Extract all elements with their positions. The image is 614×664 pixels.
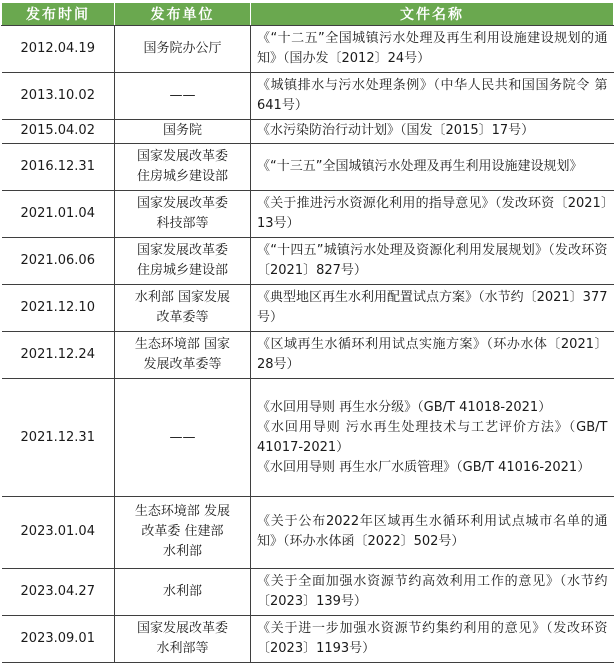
cell-issuer (115, 496, 251, 568)
issuer-line: 生态环境部 国家 (134, 337, 231, 353)
document-title: 《典型地区再生水利用配置试点方案》（水节约〔2021〕377号） (257, 290, 608, 326)
table-row (2, 120, 614, 144)
header-issuer: 发布单位 (115, 3, 251, 26)
issuer-line: 水利部等 (156, 640, 209, 656)
cell-document-name (251, 332, 614, 379)
cell-release-date: 2012.04.19 (2, 26, 115, 73)
table-row (2, 143, 614, 190)
cell-issuer (115, 615, 251, 662)
document-title: 《水回用导则 污水再生处理技术与工艺评价方法》（GB/T 41017-2021） (257, 419, 608, 455)
document-title: 《区域再生水循环利用试点实施方案》（环办水体〔2021〕28号） (257, 337, 608, 373)
cell-issuer (115, 379, 251, 497)
issuer-line: 改革委 住建部 (141, 524, 224, 540)
cell-release-date: 2021.12.31 (2, 379, 115, 497)
cell-issuer (115, 568, 251, 615)
issuer-line: —— (169, 429, 196, 445)
issuer-line: 水利部 国家发展 (134, 290, 231, 306)
document-title: 《关于全面加强水资源节约高效利用工作的意见》（水节约〔2023〕139号） (257, 573, 608, 609)
table-header (2, 3, 614, 26)
cell-issuer (115, 332, 251, 379)
policy-table (1, 2, 614, 663)
cell-release-date: 2015.04.02 (2, 120, 115, 144)
cell-issuer (115, 120, 251, 144)
cell-release-date: 2013.10.02 (2, 73, 115, 120)
cell-issuer (115, 190, 251, 237)
document-title: 《关于公布2022年区域再生水循环利用试点城市名单的通知》（环办水体函〔2022〕502号） (257, 514, 608, 550)
issuer-line: 国务院办公厅 (143, 41, 222, 57)
cell-document-name (251, 26, 614, 73)
table-row (2, 615, 614, 662)
cell-document-name (251, 190, 614, 237)
cell-issuer (115, 237, 251, 284)
cell-document-name (251, 120, 614, 144)
cell-release-date: 2021.12.24 (2, 332, 115, 379)
table-row (2, 237, 614, 284)
issuer-line: 水利部 (162, 544, 202, 560)
document-title: 《“十四五”城镇污水处理及资源化利用发展规划》（发改环资〔2021〕827号） (257, 242, 608, 278)
cell-issuer (115, 73, 251, 120)
table-row (2, 26, 614, 73)
table-row (2, 496, 614, 568)
issuer-line: 住房城乡建设部 (136, 262, 228, 278)
issuer-line: 国家发展改革委 (136, 148, 228, 164)
document-title: 《“十三五”全国城镇污水处理及再生利用设施建设规划》 (257, 158, 583, 174)
issuer-line: —— (169, 88, 196, 104)
cell-release-date: 2023.01.04 (2, 496, 115, 568)
cell-release-date: 2023.09.01 (2, 615, 115, 662)
issuer-line: 国家发展改革委 (136, 242, 228, 258)
table-row (2, 285, 614, 332)
header-row (2, 3, 614, 26)
table-row (2, 332, 614, 379)
issuer-line: 水利部 (162, 583, 202, 599)
table-body (2, 26, 614, 663)
document-title: 《水回用导则 再生水厂水质管理》（GB/T 41016-2021） (257, 459, 591, 475)
issuer-line: 改革委等 (156, 310, 209, 326)
cell-issuer (115, 143, 251, 190)
document-title: 《水回用导则 再生水分级》（GB/T 41018-2021） (257, 399, 552, 415)
table-row (2, 190, 614, 237)
cell-document-name (251, 285, 614, 332)
cell-document-name (251, 496, 614, 568)
cell-release-date: 2021.06.06 (2, 237, 115, 284)
issuer-line: 国家发展改革委 (136, 195, 228, 211)
table-row (2, 379, 614, 497)
issuer-line: 住房城乡建设部 (136, 168, 228, 184)
table-row (2, 73, 614, 120)
header-document-name: 文件名称 (251, 3, 614, 26)
cell-document-name (251, 615, 614, 662)
cell-document-name (251, 568, 614, 615)
document-title: 《关于进一步加强水资源节约集约利用的意见》（发改环资〔2023〕1193号） (257, 620, 608, 656)
cell-release-date: 2023.04.27 (2, 568, 115, 615)
document-title: 《城镇排水与污水处理条例》（中华人民共和国国务院令 第641号） (257, 78, 608, 114)
cell-document-name (251, 143, 614, 190)
header-release-date: 发布时间 (2, 3, 115, 26)
cell-release-date: 2016.12.31 (2, 143, 115, 190)
document-title: 《水污染防治行动计划》（国发〔2015〕17号） (257, 123, 535, 139)
cell-document-name (251, 73, 614, 120)
cell-release-date: 2021.12.10 (2, 285, 115, 332)
document-title: 《关于推进污水资源化利用的指导意见》（发改环资〔2021〕13号） (257, 195, 608, 231)
issuer-line: 生态环境部 发展 (134, 504, 231, 520)
cell-document-name (251, 379, 614, 497)
issuer-line: 发展改革委等 (143, 357, 222, 373)
issuer-line: 国家发展改革委 (136, 620, 228, 636)
table-row (2, 568, 614, 615)
issuer-line: 科技部等 (156, 215, 209, 231)
document-title: 《“十二五”全国城镇污水处理及再生利用设施建设规划的通知》（国办发〔2012〕24号） (257, 31, 608, 67)
issuer-line: 国务院 (162, 123, 202, 139)
cell-release-date: 2021.01.04 (2, 190, 115, 237)
cell-issuer (115, 285, 251, 332)
cell-issuer (115, 26, 251, 73)
cell-document-name (251, 237, 614, 284)
